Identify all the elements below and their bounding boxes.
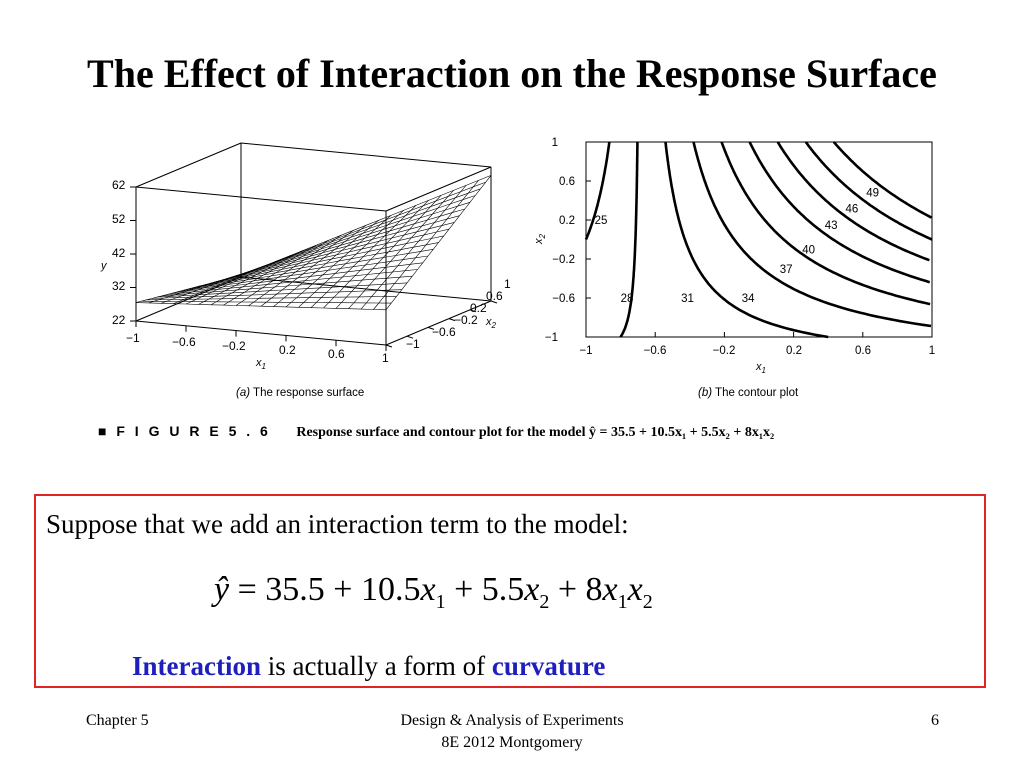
keyword-interaction: Interaction — [132, 651, 261, 681]
surface-y-tick: 42 — [112, 246, 126, 260]
surface-x2-tick-mark — [386, 345, 392, 347]
footer-page-number: 6 — [931, 712, 939, 729]
surface-x1-tick: −0.6 — [172, 335, 196, 349]
eq-var: x — [627, 571, 643, 608]
contour-x-tick: 1 — [928, 345, 936, 357]
contour-level-label: 46 — [845, 203, 859, 216]
eq-intercept: 35.5 — [265, 571, 325, 608]
contour-y-tick: 1 — [551, 137, 558, 149]
contour-x-tick: −0.6 — [643, 345, 667, 357]
contour-y-tick: 0.2 — [559, 215, 575, 227]
contour-level-label: 34 — [741, 293, 755, 305]
eq-coef-2: 5.5 — [481, 571, 525, 608]
footer-course — [312, 710, 712, 754]
eq-sub: 2 — [642, 591, 653, 613]
contour-x2-label: $x_2$ — [533, 234, 547, 244]
eq-sub: 1 — [435, 591, 446, 613]
figure-5-6 — [92, 118, 942, 448]
surface-y-tick: 52 — [112, 212, 126, 226]
surface-x2-tick: −1 — [406, 337, 420, 351]
figure-caption-text: Response surface and contour plot for the model ŷ = 35.5 + 10.5x₁ + 5.5x₂ + 8x₁x₂ — [296, 425, 775, 440]
contour-level-label: 25 — [594, 215, 608, 227]
surface-x2-tick: 1 — [504, 277, 511, 291]
surface-grid-line — [361, 185, 466, 309]
eq-var: x — [524, 571, 540, 608]
surface-box-edge — [386, 167, 491, 211]
surface-x2-tick: −0.2 — [454, 313, 478, 327]
contour-line — [621, 142, 638, 337]
contour-line — [694, 142, 932, 326]
contour-line — [778, 142, 930, 260]
response-surface-plot — [100, 143, 511, 399]
eq-coef-1: 10.5 — [360, 571, 421, 608]
surface-y-label: y — [101, 260, 107, 272]
box-intro-text: Suppose that we add an interaction term to the model: — [46, 509, 629, 539]
surface-x1-label: $x_1$ — [256, 357, 266, 371]
note-middle: is actually a form of — [260, 651, 492, 681]
box-note — [132, 650, 605, 682]
contour-line — [666, 142, 829, 337]
figure-caption — [98, 420, 774, 442]
surface-x1-tick: 0.2 — [279, 343, 296, 357]
model-equation: ŷ = $35.5 + 10.5x_1 + 5.5x_2 + 8x_1x_2$ — [214, 571, 653, 613]
surface-x1-tick: −0.2 — [222, 339, 246, 353]
contour-sub-caption: (b) The contour plot — [698, 387, 799, 399]
eq-var: x — [602, 571, 618, 608]
contour-x-tick: 0.6 — [855, 345, 871, 357]
footer-course-line-2: 8E 2012 Montgomery — [441, 734, 583, 751]
surface-x2-tick: 0.6 — [486, 289, 503, 303]
contour-level-label: 37 — [779, 263, 793, 276]
contour-plot — [533, 137, 935, 399]
contour-lines — [586, 142, 932, 337]
contour-y-tick: −0.6 — [552, 293, 575, 305]
eq-sub: 1 — [617, 591, 628, 613]
contour-level-label: 40 — [802, 244, 816, 257]
surface-x2-tick: 0.2 — [470, 301, 487, 315]
contour-y-tick: 0.6 — [559, 176, 575, 188]
contour-x-tick: 0.2 — [786, 345, 802, 357]
surface-x1-tick: 1 — [382, 351, 389, 365]
contour-x-tick: −1 — [579, 345, 593, 357]
surface-y-tick: 22 — [112, 313, 126, 327]
figure-graphics — [92, 118, 942, 448]
surface-y-tick: 62 — [112, 178, 126, 192]
surface-y-tick: 32 — [112, 279, 126, 293]
surface-x1-tick: 0.6 — [328, 347, 345, 361]
eq-var: x — [420, 571, 436, 608]
surface-grid-line — [374, 180, 479, 309]
contour-x1-label: $x_1$ — [756, 361, 766, 375]
surface-x2-label: $x_2$ — [486, 316, 496, 330]
eq-coef-3: 8 — [585, 571, 603, 608]
contour-level-label: 31 — [681, 293, 694, 305]
surface-box-edge — [241, 143, 491, 167]
surface-x1-tick: −1 — [126, 331, 140, 345]
footer-course-line-1: Design & Analysis of Experiments — [400, 712, 624, 729]
figure-caption-label: ■ F I G U R E 5 . 6 — [98, 423, 271, 439]
surface-box-edge — [241, 277, 491, 301]
contour-y-tick: −0.2 — [552, 254, 575, 266]
contour-level-label: 43 — [824, 219, 838, 232]
contour-y-tick: −1 — [544, 332, 558, 344]
surface-mesh — [136, 175, 491, 309]
contour-x-tick: −0.2 — [712, 345, 736, 357]
contour-level-label: 28 — [620, 293, 634, 305]
keyword-curvature: curvature — [491, 651, 606, 681]
surface-x2-tick: −0.6 — [432, 325, 456, 339]
surface-sub-caption: (a) The response surface — [236, 387, 365, 399]
contour-level-label: 49 — [866, 187, 880, 200]
surface-box-edge — [136, 143, 241, 187]
eq-yhat: ŷ — [214, 571, 230, 608]
interaction-note-box — [34, 494, 986, 688]
slide-title: The Effect of Interaction on the Response Surface — [87, 51, 937, 96]
footer-chapter: Chapter 5 — [86, 712, 149, 729]
eq-sub: 2 — [539, 591, 550, 613]
surface-box-edge — [136, 187, 386, 211]
surface-grid-line — [386, 175, 491, 309]
